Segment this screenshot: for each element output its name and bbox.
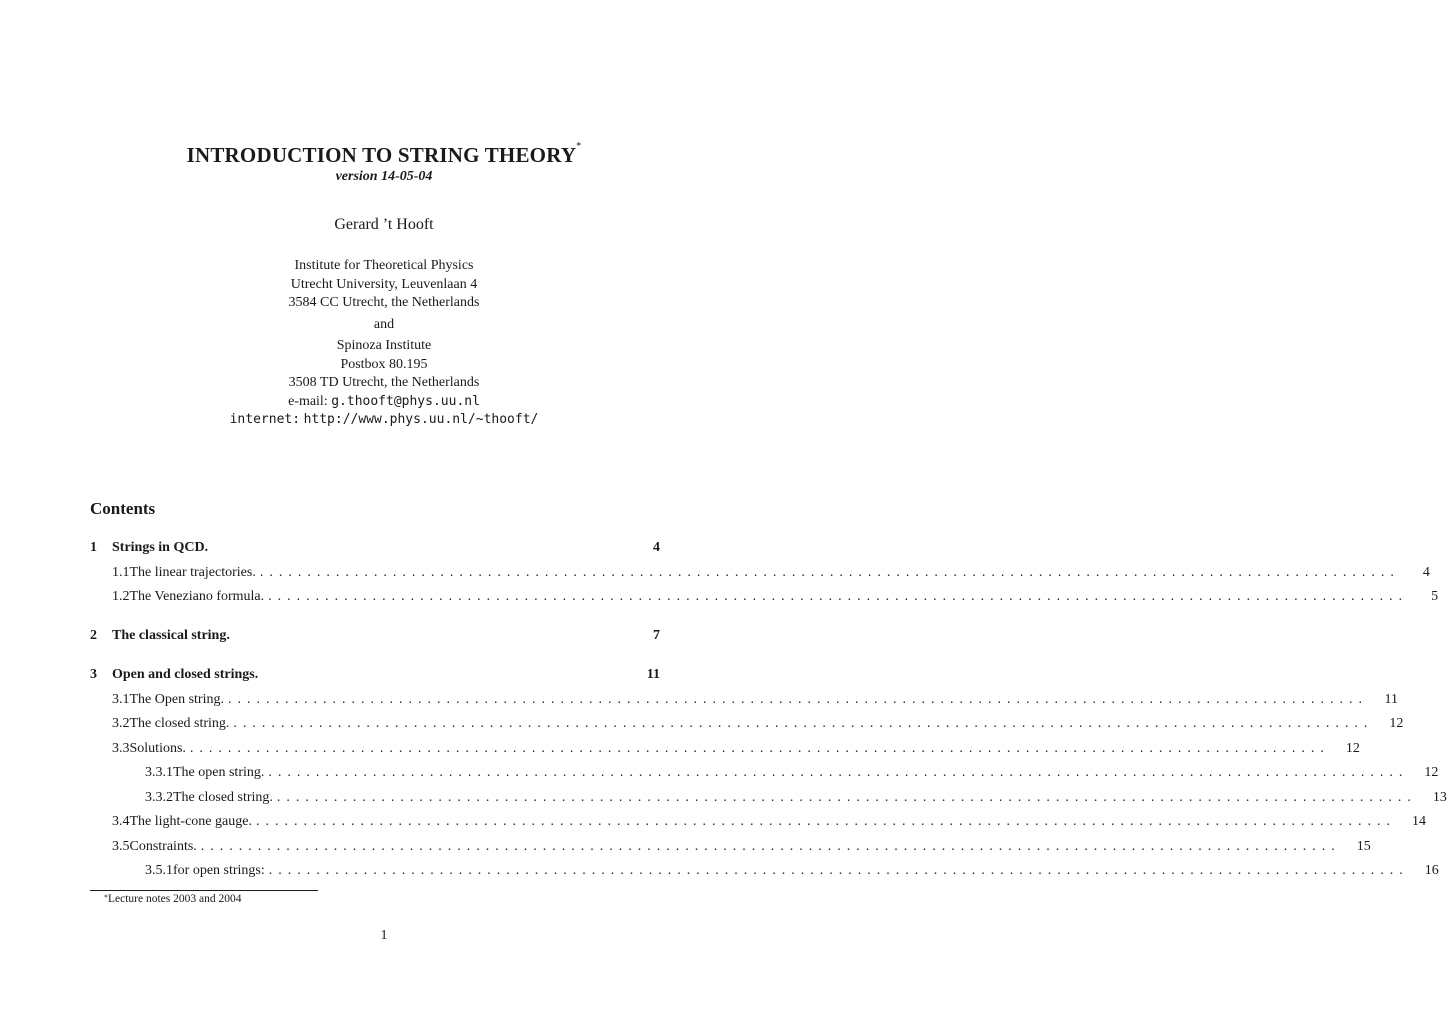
toc-label: The linear trajectories. bbox=[129, 564, 256, 580]
toc-label: Open and closed strings. bbox=[112, 667, 259, 682]
toc-number: 1.2 bbox=[112, 589, 130, 604]
toc-label: Constraints. bbox=[129, 838, 197, 854]
toc-number: 3.1 bbox=[112, 691, 130, 707]
toc-number: 3.2 bbox=[112, 716, 130, 731]
internet-line bbox=[0, 411, 768, 430]
toc-subsection[interactable] bbox=[90, 838, 1371, 859]
affiliation-block bbox=[0, 257, 768, 430]
toc-page: 15 bbox=[1356, 838, 1371, 854]
toc-leader-dots: ........................................................................................................................ bbox=[268, 765, 1409, 780]
toc-label: for open strings: bbox=[173, 863, 265, 878]
email-address[interactable]: g.thooft@phys.uu.nl bbox=[331, 393, 480, 409]
toc-label: Solutions. bbox=[129, 740, 186, 756]
toc-leader-dots: ........................................................................................................................ bbox=[259, 564, 1400, 580]
toc-leader-dots: ........................................................................................................................ bbox=[276, 789, 1417, 805]
affiliation-line: Spinoza Institute bbox=[336, 338, 432, 353]
internet-label: internet: bbox=[229, 412, 301, 427]
toc-label: The closed string. bbox=[129, 716, 230, 731]
toc-page: 7 bbox=[653, 628, 660, 643]
toc-leader-dots: ........................................................................................................................ bbox=[268, 589, 1409, 604]
toc-number: 1.1 bbox=[112, 564, 130, 580]
toc-number: 3.5.1 bbox=[145, 863, 173, 878]
email-line bbox=[0, 393, 768, 412]
toc-subsection[interactable] bbox=[90, 789, 1447, 810]
email-label: e-mail: bbox=[288, 393, 328, 409]
toc-label: Strings in QCD. bbox=[112, 540, 209, 555]
affiliation-line: Postbox 80.195 bbox=[340, 356, 428, 372]
toc-section[interactable] bbox=[90, 667, 660, 687]
footnote bbox=[104, 893, 242, 905]
toc-section[interactable] bbox=[90, 628, 660, 648]
toc-leader-dots: ........................................................................................................................ bbox=[255, 814, 1396, 829]
toc-page: 11 bbox=[646, 667, 660, 682]
toc-label: The Open string. bbox=[129, 691, 224, 707]
toc-page: 13 bbox=[1432, 789, 1447, 805]
toc-subsection[interactable] bbox=[90, 691, 1398, 712]
affiliation-line: 3508 TD Utrecht, the Netherlands bbox=[288, 375, 480, 390]
toc-section[interactable] bbox=[90, 540, 660, 560]
affiliation-line: 3584 CC Utrecht, the Netherlands bbox=[288, 295, 480, 310]
toc-label: The Veneziano formula. bbox=[129, 589, 265, 604]
toc-subsection[interactable] bbox=[90, 740, 1360, 761]
contents-heading: Contents bbox=[90, 499, 156, 518]
toc-subsection[interactable] bbox=[90, 863, 1439, 883]
title-footnote-mark: * bbox=[576, 141, 582, 152]
toc-page: 14 bbox=[1411, 814, 1426, 829]
author-name: Gerard ’t Hooft bbox=[334, 216, 434, 233]
toc-label: The closed string. bbox=[173, 789, 273, 805]
affiliation-line: Utrecht University, Leuvenlaan 4 bbox=[290, 276, 478, 292]
toc-label: The open string. bbox=[173, 765, 265, 780]
toc-leader-dots: ........................................................................................................................ bbox=[200, 838, 1341, 854]
toc-page: 5 bbox=[1431, 589, 1439, 604]
toc-page: 4 bbox=[1422, 564, 1430, 580]
toc-leader-dots: ........................................................................................................................ bbox=[233, 716, 1374, 731]
toc-subsection[interactable] bbox=[90, 589, 1439, 609]
page-number: 1 bbox=[380, 928, 388, 943]
paper-title bbox=[0, 143, 768, 168]
toc-label: The classical string. bbox=[112, 628, 230, 643]
footnote-rule bbox=[90, 890, 318, 891]
toc-page: 12 bbox=[1389, 716, 1404, 731]
toc-page: 16 bbox=[1424, 863, 1439, 878]
toc-number: 1 bbox=[90, 540, 97, 555]
toc-number: 2 bbox=[90, 628, 97, 643]
toc-number: 3.3 bbox=[112, 740, 130, 756]
toc-page: 11 bbox=[1384, 691, 1398, 707]
toc-number: 3.3.1 bbox=[145, 765, 173, 780]
internet-url[interactable]: http://www.phys.uu.nl/~thooft/ bbox=[303, 412, 539, 427]
version-line: version 14-05-04 bbox=[335, 169, 433, 184]
affiliation-line: Institute for Theoretical Physics bbox=[294, 258, 474, 273]
toc-page: 12 bbox=[1424, 765, 1439, 780]
affiliation-and: and bbox=[373, 316, 395, 332]
paper-title-text: INTRODUCTION TO STRING THEORY bbox=[186, 143, 577, 167]
toc-leader-dots: ........................................................................................................................ bbox=[227, 691, 1368, 707]
toc-label: The light-cone gauge. bbox=[129, 814, 252, 829]
toc-number: 3 bbox=[90, 667, 97, 682]
toc-page: 4 bbox=[653, 540, 660, 555]
toc-leader-dots: ........................................................................................................................ bbox=[268, 863, 1409, 878]
footnote-text: Lecture notes 2003 and 2004 bbox=[108, 893, 242, 905]
toc-subsection[interactable] bbox=[90, 765, 1439, 785]
title-block bbox=[0, 143, 768, 185]
toc-number: 3.4 bbox=[112, 814, 130, 829]
toc-subsection[interactable] bbox=[90, 716, 1404, 736]
footnote-mark: * bbox=[104, 893, 108, 902]
toc-page: 12 bbox=[1345, 740, 1360, 756]
toc-leader-dots: ........................................................................................................................ bbox=[189, 740, 1330, 756]
toc-subsection[interactable] bbox=[90, 564, 1430, 585]
toc-number: 3.5 bbox=[112, 838, 130, 854]
toc-subsection[interactable] bbox=[90, 814, 1426, 834]
toc-number: 3.3.2 bbox=[145, 789, 173, 805]
